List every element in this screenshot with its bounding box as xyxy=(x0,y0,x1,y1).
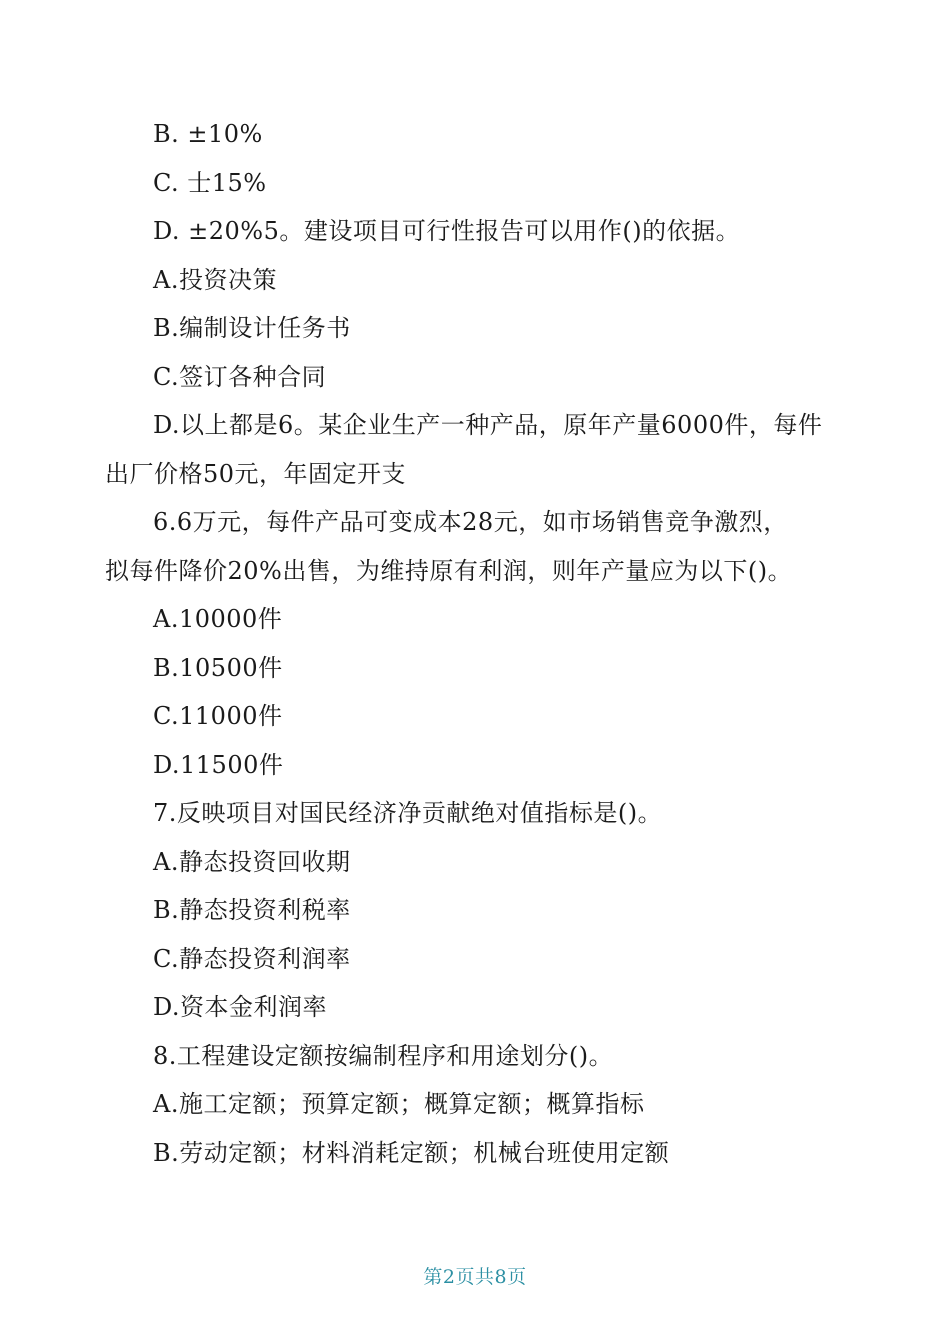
q7-option-b: B.静态投资利税率 xyxy=(153,896,351,924)
q7-option-c: C.静态投资利润率 xyxy=(153,945,351,973)
q8-option-a: A.施工定额；预算定额；概算定额；概算指标 xyxy=(153,1090,645,1118)
question-6-continued: 出厂价格50元，年固定开支 xyxy=(105,460,407,488)
question-8: 8.工程建设定额按编制程序和用途划分()。 xyxy=(153,1042,614,1070)
q5-option-c: C.签订各种合同 xyxy=(153,363,327,391)
page-number-footer: 第2页共8页 xyxy=(423,1266,527,1288)
question-7: 7.反映项目对国民经济净贡献绝对值指标是()。 xyxy=(153,799,663,827)
q5-option-d-and-question-6: D.以上都是6。某企业生产一种产品，原年产量6000件，每件 xyxy=(153,411,823,439)
q7-option-a: A.静态投资回收期 xyxy=(153,848,351,876)
q6-option-a: A.10000件 xyxy=(153,605,283,633)
q7-option-d: D.资本金利润率 xyxy=(153,993,328,1021)
option-b-tolerance-10: B. ±10% xyxy=(153,120,263,148)
q6-option-b: B.10500件 xyxy=(153,654,283,682)
q8-option-b: B.劳动定额；材料消耗定额；机械台班使用定额 xyxy=(153,1139,670,1167)
q5-option-b: B.编制设计任务书 xyxy=(153,314,351,342)
question-6-paragraph: 6.6万元，每件产品可变成本28元，如市场销售竞争激烈， xyxy=(153,508,788,536)
q5-option-a: A.投资决策 xyxy=(153,266,277,294)
question-6-paragraph-continued: 拟每件降价20%出售，为维持原有利润，则年产量应为以下()。 xyxy=(105,557,793,585)
q6-option-c: C.11000件 xyxy=(153,702,283,730)
q6-option-d: D.11500件 xyxy=(153,751,284,779)
option-c-tolerance-15: C. 士15% xyxy=(153,169,267,197)
option-d-and-question-5: D. ±20%5。建设项目可行性报告可以用作()的依据。 xyxy=(153,217,741,245)
